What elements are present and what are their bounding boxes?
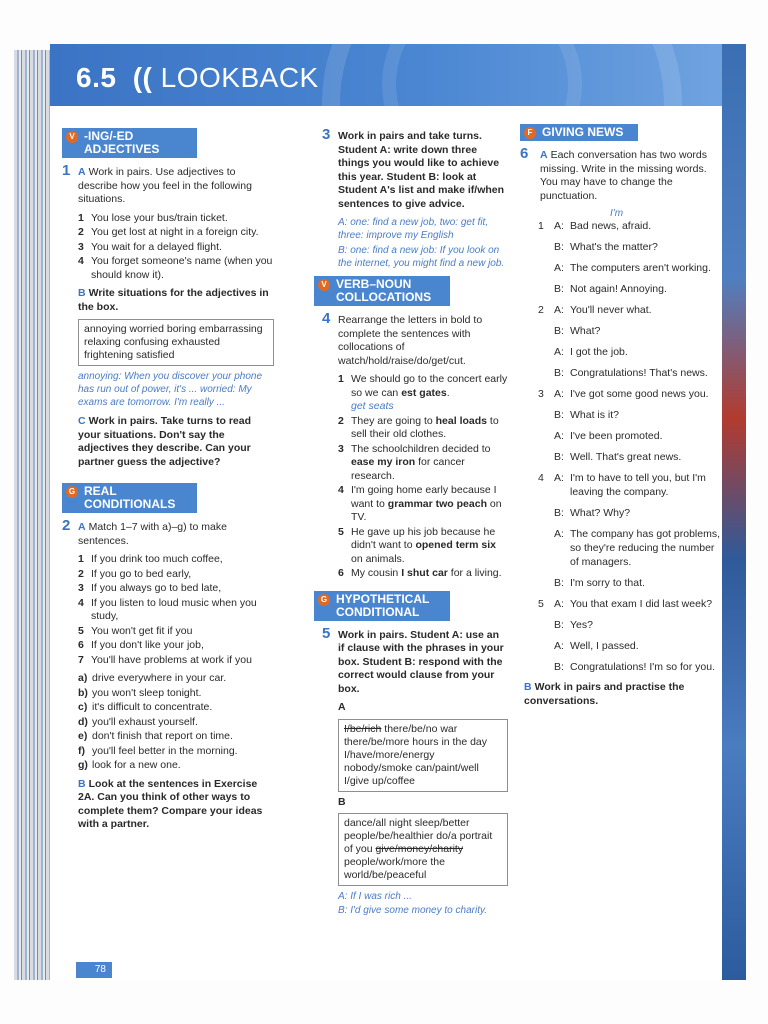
adjectives-word-box: annoying worried boring embarrassing relaxing confusing exhausted frightening satisfied	[78, 319, 274, 366]
crossed-out-phrase: I/be/rich	[344, 722, 382, 735]
exercise-instructions: Work in pairs. Student A: use an if clause with the phrases in your box. Student B: respond with the correct would clause from your box.	[338, 628, 504, 695]
exercise-instructions: Look at the sentences in Exercise 2A. Can you think of other ways to complete them? Compare your ideas with a partner.	[78, 777, 263, 830]
exercise-number: 2	[62, 517, 71, 534]
column-3	[520, 124, 720, 713]
list-item: 1 You lose your bus/train ticket.	[78, 211, 228, 224]
exercise-6a	[520, 145, 720, 203]
column-2	[320, 126, 508, 923]
exercise-4-list	[338, 373, 508, 581]
title-separator-icon: ((	[132, 62, 153, 93]
banner-text: GIVING NEWS	[542, 125, 624, 139]
conversation-line: B: Well. That's great news.	[554, 451, 682, 463]
list-item: 3 You wait for a delayed flight.	[78, 240, 222, 253]
exercise-number: 4	[322, 310, 331, 327]
conversations	[538, 219, 720, 674]
vocabulary-badge-icon: V	[66, 131, 78, 143]
list-item: a) drive everywhere in your car.	[78, 672, 227, 684]
exercise-2a-list	[78, 553, 274, 667]
banner-text: VERB–NOUN COLLOCATIONS	[336, 277, 432, 304]
list-item: e) don't finish that report on time.	[78, 730, 233, 742]
exercise-instructions: Work in pairs and take turns. Student A: write down three things you would like to achieve this year. Student B: look at Student A's list and make if/when sentences to give advice.	[338, 130, 505, 210]
example-answer: annoying: When you discover your phone has run out of power, it's ... worried: My exams are tomorrow. I'm really ...	[78, 371, 263, 408]
list-item: 2 You get lost at night in a foreign city.	[78, 226, 259, 238]
exercise-instructions: Work in pairs and practise the conversations.	[524, 681, 685, 707]
exercise-1a	[62, 162, 274, 207]
section-banner-hypothetical-conditional	[314, 591, 450, 621]
list-item: 2 They are going to heal loads to sell their old clothes.	[338, 414, 499, 440]
list-item: 1 We should go to the concert early so we can est gates. get seats	[338, 373, 508, 412]
box-a-label: A	[338, 701, 346, 713]
list-item: 5 You won't get fit if you	[78, 624, 193, 637]
grammar-badge-icon: G	[66, 486, 78, 498]
list-item: 4 You forget someone's name (when you should know it).	[78, 255, 273, 281]
example-answer-a: A: If I was rich ...	[338, 891, 412, 902]
exercise-number: 6	[520, 145, 529, 162]
banner-text: REAL CONDITIONALS	[84, 484, 176, 511]
list-item: b) you won't sleep tonight.	[78, 686, 202, 699]
conversation-line: B: I'm sorry to that.	[554, 577, 645, 589]
conversation-line: B: Not again! Annoying.	[554, 283, 667, 295]
header-band	[50, 44, 722, 106]
exercise-instructions: Write situations for the adjectives in the box.	[78, 287, 269, 313]
exercise-number: 3	[322, 126, 331, 143]
exercise-2a	[62, 517, 274, 548]
exercise-5	[322, 624, 508, 697]
page-title	[76, 62, 319, 94]
section-banner-ing-ed-adjectives	[62, 128, 197, 158]
exercise-instructions: Each conversation has two words missing. Write in the missing words. You may have to change the punctuation.	[540, 149, 708, 202]
exercise-part: A	[78, 166, 86, 178]
conversation-line: B: Congratulations! I'm so for you.	[554, 661, 715, 673]
conversation-line: 3 A: I've got some good news you.	[538, 388, 709, 400]
column-1	[62, 128, 274, 837]
example-answer-b: B: one: find a new job: If you look on the internet, you might find a new job.	[338, 245, 505, 269]
exercise-number: 5	[322, 624, 331, 642]
page-edges	[14, 50, 50, 980]
vocabulary-badge-icon: V	[318, 279, 330, 291]
box-b-label: B	[338, 795, 346, 808]
section-banner-giving-news	[520, 124, 638, 141]
banner-text: HYPOTHETICAL CONDITIONAL	[336, 591, 430, 619]
exercise-2b	[62, 778, 274, 832]
exercise-instructions: Rearrange the letters in bold to complete the sentences with collocations of watch/hold/raise/do/get/cut.	[338, 314, 483, 367]
list-item: f) you'll feel better in the morning.	[78, 744, 238, 757]
exercise-part: C	[78, 415, 86, 427]
list-item: c) it's difficult to concentrate.	[78, 701, 213, 713]
section-banner-verb-noun-collocations	[314, 276, 450, 306]
conversation-line: B: What?	[554, 325, 601, 337]
list-item: 5 He gave up his job because he didn't want to opened term six on animals.	[338, 525, 496, 565]
exercise-instructions: Match 1–7 with a)–g) to make sentences.	[78, 521, 227, 547]
handwritten-insertion: I'm	[610, 208, 624, 219]
section-banner-real-conditionals	[62, 483, 197, 513]
exercise-part: B	[78, 777, 86, 790]
conversation-line: A: The company has got problems, so they're reducing the number of managers.	[554, 528, 720, 568]
example-answer-b: B: I'd give some money to charity.	[338, 905, 488, 916]
exercise-2a-letters	[78, 672, 274, 773]
list-item: 6 My cousin I shut car for a living.	[338, 567, 502, 579]
exercise-part: B	[78, 287, 86, 299]
conversation-line: B: Yes?	[554, 619, 593, 631]
list-item: 4 I'm going home early because I want to grammar two peach on TV.	[338, 484, 502, 523]
conversation-line: 4 A: I'm to have to tell you, but I'm leaving the company.	[538, 472, 706, 498]
exercise-part: A	[78, 521, 86, 533]
phrase-box-b: dance/all night sleep/better people/be/healthier do/a portrait of you give/money/charity people/work/more the world/be/peaceful	[338, 813, 508, 886]
exercise-1b	[62, 287, 274, 314]
exercise-6b	[520, 681, 720, 708]
conversation-line: A: I've been promoted.	[554, 430, 663, 442]
conversation-line: B: Congratulations! That's news.	[554, 367, 708, 379]
phrase-box-a: I/be/rich there/be/no war there/be/more hours in the day I/have/more/energy nobody/smoke can/paint/well I/give up/coffee	[338, 719, 508, 792]
list-item: 7 You'll have problems at work if you	[78, 653, 252, 666]
grammar-badge-icon: G	[318, 594, 330, 606]
exercise-1c	[62, 415, 274, 469]
example-answer: get seats	[351, 400, 394, 412]
list-item: g) look for a new one.	[78, 759, 181, 771]
exercise-instructions: Work in pairs. Take turns to read your situations. Don't say the adjectives they describe. Can your partner guess the adjective?	[78, 415, 251, 468]
exercise-4	[322, 310, 508, 368]
list-item: 3 The schoolchildren decided to ease my iron for cancer research.	[338, 442, 491, 482]
facing-page-photo	[722, 44, 746, 980]
list-item: 1 If you drink too much coffee,	[78, 553, 223, 565]
exercise-instructions: Work in pairs. Use adjectives to describe how you feel in the following situations.	[78, 166, 252, 205]
page-number: 78	[76, 962, 112, 978]
lesson-number: 6.5	[76, 62, 117, 93]
example-answer-a: A: one: find a new job, two: get fit, three: improve my English	[338, 217, 489, 241]
conversation-line: B: What's the matter?	[554, 241, 658, 253]
banner-text: -ING/-ED ADJECTIVES	[84, 129, 160, 156]
exercise-3	[322, 126, 508, 211]
list-item: 3 If you always go to bed late,	[78, 582, 222, 594]
conversation-line: B: What? Why?	[554, 507, 631, 519]
list-item: 6 If you don't like your job,	[78, 639, 204, 651]
exercise-part: B	[524, 681, 532, 693]
conversation-line: A: I got the job.	[554, 346, 628, 358]
conversation-line: A: The computers aren't working.	[554, 262, 711, 274]
list-item: d) you'll exhaust yourself.	[78, 715, 198, 728]
list-item: 4 If you listen to loud music when you study,	[78, 596, 257, 622]
exercise-1a-list	[78, 212, 274, 283]
exercise-number: 1	[62, 162, 71, 179]
conversation-line: A: Well, I passed.	[554, 640, 639, 652]
lesson-title: LOOKBACK	[160, 62, 319, 93]
conversation-line: 5 A: You that exam I did last week?	[538, 598, 713, 610]
conversation-line: B: What is it?	[554, 409, 620, 421]
exercise-part: A	[540, 149, 548, 161]
function-badge-icon: F	[524, 127, 536, 139]
crossed-out-phrase: give/money/charity	[375, 843, 464, 855]
list-item: 2 If you go to bed early,	[78, 567, 192, 580]
conversation-line: 2 A: You'll never what.	[538, 304, 652, 316]
conversation-line: 1 A: Bad news, afraid.	[538, 220, 652, 232]
